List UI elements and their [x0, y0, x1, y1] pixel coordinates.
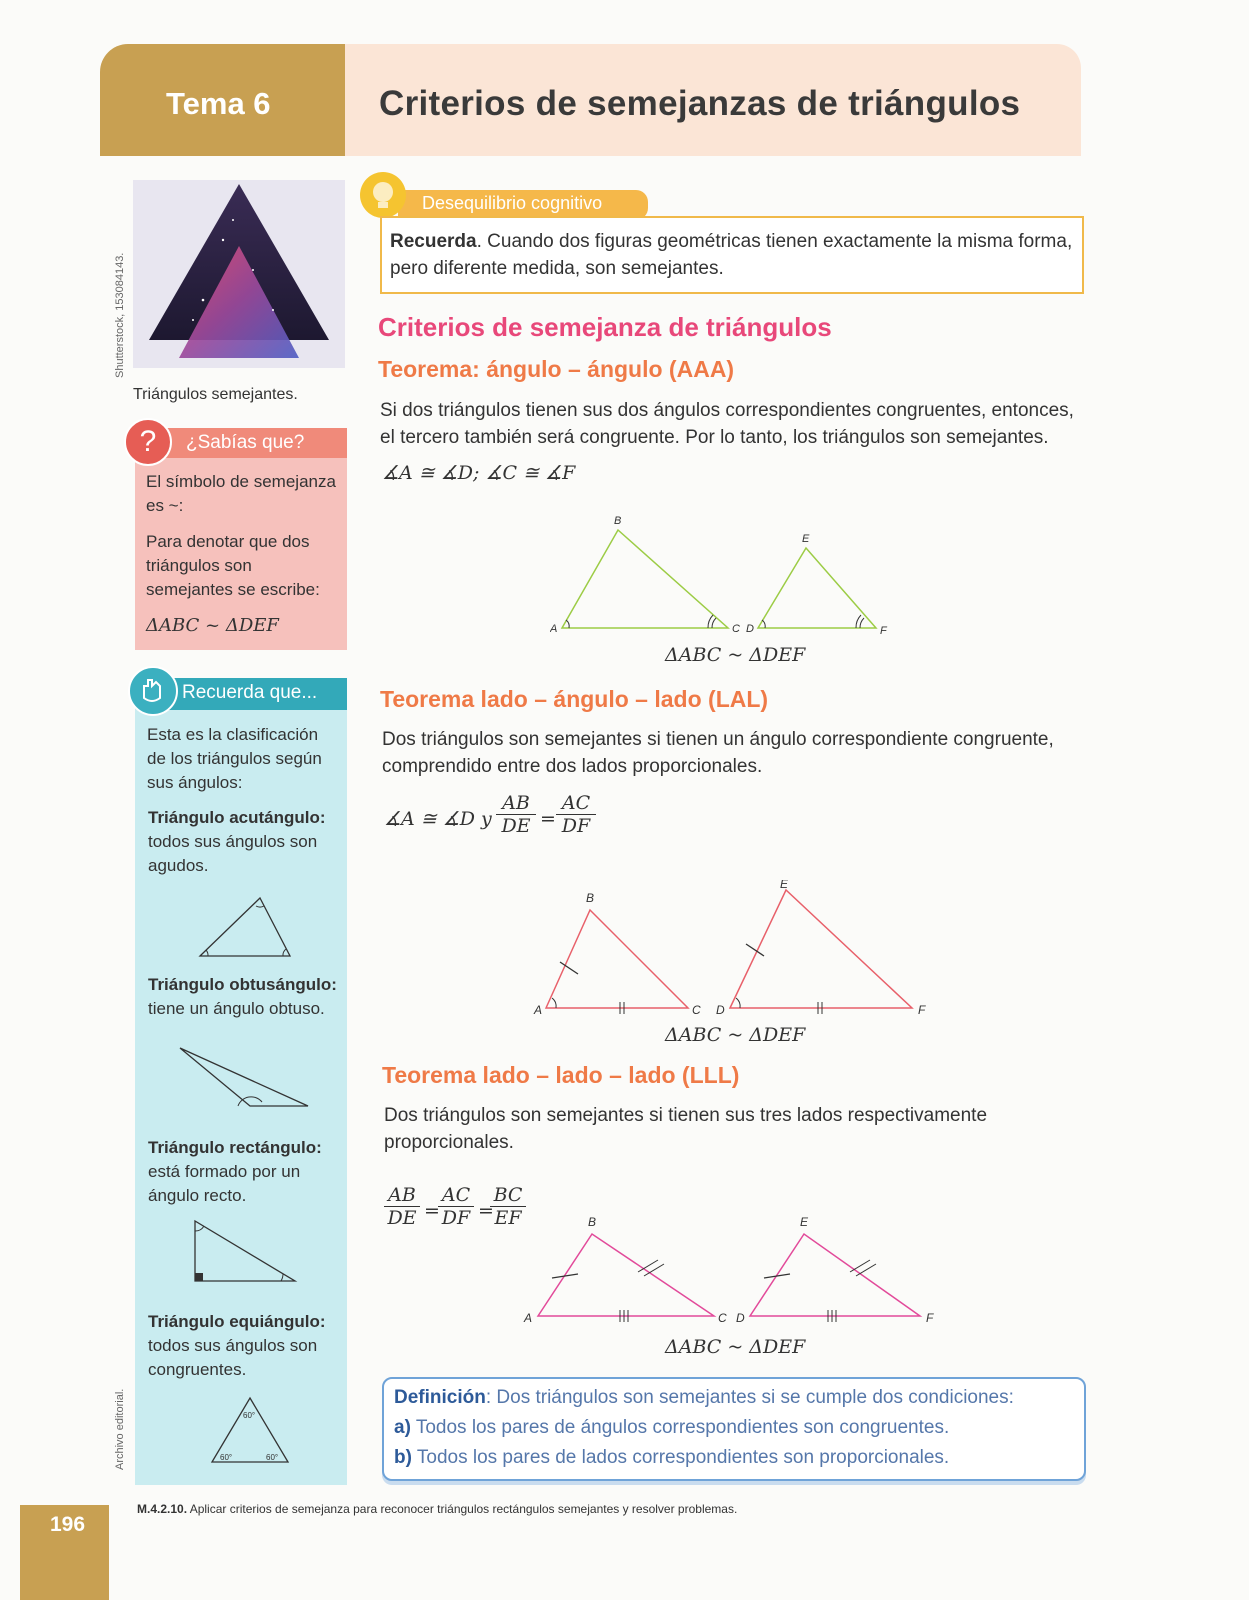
definition-b-label: b): [394, 1447, 412, 1468]
equiangulo-angle-top: 60°: [243, 1411, 256, 1420]
recuerda-callout: [380, 216, 1084, 294]
label-e: E: [802, 533, 810, 545]
aaa-text: Si dos triángulos tienen sus dos ángulos correspondientes congruentes, entonces, el tercero también será congruente. Por lo tanto, los triángulos son semejantes.: [380, 400, 1074, 448]
deseq-title: Desequilibrio cognitivo: [422, 193, 603, 213]
lll-label-c: C: [718, 1311, 727, 1325]
sabias-p1: El símbolo de semejanza es ~:: [146, 472, 336, 515]
lal-label-c: C: [692, 1003, 701, 1017]
lll-label-f: F: [926, 1311, 934, 1325]
acutangulo-desc: todos sus ángulos son agudos.: [148, 832, 318, 875]
lal-label-f: F: [918, 1003, 926, 1017]
title-band: [345, 44, 1081, 156]
aaa-diagram: [550, 508, 910, 638]
definition-a: [394, 1417, 949, 1439]
equiangulo-angle-left: 60°: [220, 1453, 233, 1462]
lll-frac-ac: AC: [438, 1184, 474, 1207]
label-c: C: [732, 623, 740, 635]
lll-triangle-def: [750, 1234, 920, 1322]
definition-b: [394, 1447, 949, 1469]
lll-caption: ΔABC ~ ΔDEF: [665, 1336, 806, 1358]
obtusangulo-desc: tiene un ángulo obtuso.: [148, 999, 325, 1018]
label-f: F: [880, 625, 887, 637]
footer-skill: [137, 1502, 737, 1516]
lal-diagram: [530, 880, 940, 1020]
frac-df: DF: [561, 815, 591, 837]
lll-frac-ab: AB: [384, 1184, 420, 1207]
lll-label-a: A: [524, 1311, 533, 1325]
question-icon: ?: [124, 418, 172, 466]
lal-title: Teorema lado – ángulo – lado (LAL): [380, 686, 769, 712]
definition-a-text: Todos los pares de ángulos correspondientes son congruentes.: [410, 1417, 950, 1438]
lll-diagram: [520, 1212, 950, 1332]
lll-frac-ef: EF: [494, 1207, 522, 1229]
acutangulo-item: [148, 806, 343, 878]
lal-triangle-def: [730, 890, 912, 1014]
lll-frac-de: DE: [387, 1207, 417, 1229]
triangle-photo: [133, 180, 345, 368]
lll-frac-df: DF: [441, 1207, 471, 1229]
equiangulo-desc: todos sus ángulos son congruentes.: [148, 1336, 318, 1379]
lll-eq-2: =: [478, 1200, 494, 1222]
lal-formula-prefix: ∡A ≅ ∡D y: [384, 808, 492, 830]
equiangulo-angle-right: 60°: [266, 1453, 279, 1462]
lll-formula: [384, 1184, 524, 1244]
sabias-title: ¿Sabías que?: [186, 432, 305, 453]
hand-icon: [128, 666, 178, 716]
frac-de: DE: [501, 815, 531, 837]
aaa-formula: ∡A ≅ ∡D; ∡C ≅ ∡F: [382, 462, 576, 484]
sabias-formula: ΔABC ~ ΔDEF: [146, 615, 279, 636]
lll-eq-1: =: [424, 1200, 440, 1222]
definition-line: [394, 1387, 1014, 1409]
equiangulo-name: Triángulo equiángulo:: [148, 1312, 326, 1331]
label-d: D: [746, 623, 754, 635]
page-number: 196: [50, 1513, 86, 1536]
frac-ac: AC: [556, 792, 596, 815]
definition-text: : Dos triángulos son semejantes si se cumple dos condiciones:: [485, 1387, 1014, 1408]
sabias-header: [146, 428, 347, 458]
rectangulo-name: Triángulo rectángulo:: [148, 1138, 322, 1157]
recuerda-bold: Recuerda: [390, 231, 477, 252]
definition-a-label: a): [394, 1417, 411, 1438]
footer-code: M.4.2.10.: [137, 1502, 188, 1516]
aaa-caption: ΔABC ~ ΔDEF: [665, 644, 806, 666]
lll-label-e: E: [800, 1215, 809, 1229]
rectangulo-triangle: [185, 1215, 305, 1291]
label-b: B: [614, 515, 622, 527]
recuerda-intro: Esta es la clasificación de los triángulos según sus ángulos:: [147, 725, 322, 792]
recuerda-title: Recuerda que...: [182, 682, 318, 703]
lal-triangle-abc: [546, 910, 688, 1014]
page-title: Criterios de semejanzas de triángulos: [379, 84, 1021, 123]
frac-ac-df: [556, 792, 596, 837]
recuerda-text: . Cuando dos figuras geométricas tienen exactamente la misma forma, pero diferente medida, son semejantes.: [390, 231, 1073, 279]
obtusangulo-item: [148, 973, 348, 1021]
definition-label: Definición: [394, 1387, 486, 1408]
acutangulo-triangle: [190, 890, 300, 962]
archive-credit: Archivo editorial.: [114, 1388, 126, 1470]
lal-label-b: B: [586, 891, 595, 905]
equiangulo-item: [148, 1310, 343, 1382]
label-a: A: [550, 623, 558, 635]
lll-frac-ab-de: [384, 1184, 420, 1229]
lal-label-d: D: [716, 1003, 725, 1017]
lal-label-e: E: [780, 880, 789, 891]
lll-title: Teorema lado – lado – lado (LLL): [382, 1062, 740, 1088]
lll-label-d: D: [736, 1311, 745, 1325]
tema-tab: [100, 44, 345, 156]
lll-text: Dos triángulos son semejantes si tienen sus tres lados respectivamente proporcionales.: [384, 1105, 988, 1153]
lal-text: Dos triángulos son semejantes si tienen un ángulo correspondiente congruente, comprendido entre dos lados proporcionales.: [382, 729, 1054, 777]
frac-eq: =: [540, 808, 556, 830]
definition-b-text: Todos los pares de lados correspondientes son proporcionales.: [411, 1447, 950, 1468]
acutangulo-name: Triángulo acutángulo:: [148, 808, 326, 827]
rectangulo-desc: está formado por un ángulo recto.: [148, 1162, 301, 1205]
lll-triangle-abc: [538, 1234, 714, 1322]
lal-caption: ΔABC ~ ΔDEF: [665, 1024, 806, 1046]
lal-label-a: A: [534, 1003, 543, 1017]
equiangulo-triangle: [200, 1392, 300, 1472]
aaa-triangle-def: [758, 548, 876, 628]
lal-formula: [384, 792, 644, 852]
frac-ab: AB: [496, 792, 536, 815]
sabias-p2: Para denotar que dos triángulos son semejantes se escribe:: [146, 532, 320, 599]
lll-label-b: B: [588, 1215, 597, 1229]
frac-ab-de: [496, 792, 536, 837]
tema-label: Tema 6: [166, 86, 271, 121]
aaa-triangle-abc: [562, 530, 728, 628]
footer-text: Aplicar criterios de semejanza para reconocer triángulos rectángulos semejantes y resolver problemas.: [187, 1502, 738, 1516]
photo-credit: Shutterstock, 153084143.: [114, 252, 126, 378]
section-title: Criterios de semejanza de triángulos: [378, 312, 832, 342]
aaa-title: Teorema: ángulo – ángulo (AAA): [378, 356, 735, 382]
obtusangulo-name: Triángulo obtusángulo:: [148, 975, 337, 994]
lll-frac-ac-df: [438, 1184, 474, 1229]
definition-box: [382, 1377, 1086, 1481]
brain-bulb-icon: [360, 172, 406, 218]
rectangulo-item: [148, 1136, 343, 1208]
photo-caption: Triángulos semejantes.: [133, 386, 298, 403]
lll-frac-bc: BC: [490, 1184, 526, 1207]
obtusangulo-triangle: [170, 1040, 320, 1120]
